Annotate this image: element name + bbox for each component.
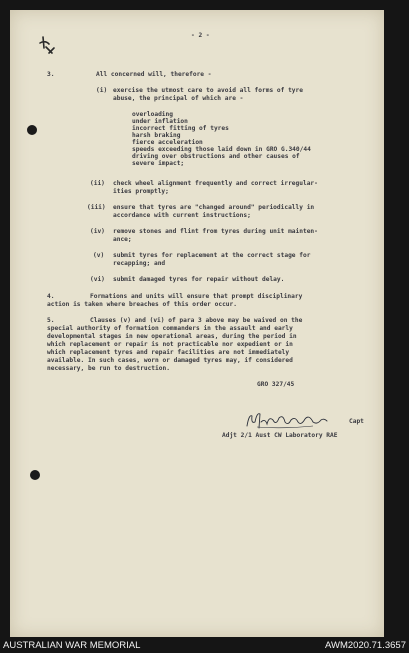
item-ii-line: ities promptly;: [113, 188, 169, 195]
item-iii-number: (iii): [87, 204, 106, 211]
abuse-list-item: driving over obstructions and other causes of: [132, 153, 300, 160]
handwritten-annotation: [37, 34, 57, 58]
item-i-line: exercise the utmost care to avoid all forms of tyre: [113, 87, 303, 94]
para-4-line: Formations and units will ensure that prompt disciplinary: [90, 293, 303, 300]
abuse-list-item: speeds exceeding those laid down in GRO G.340/44: [132, 146, 311, 153]
archive-footer: [0, 638, 409, 653]
abuse-list-item: harsh braking: [132, 132, 181, 139]
punch-hole: [30, 470, 40, 480]
abuse-list-item: severe impact;: [132, 160, 185, 167]
item-ii-number: (ii): [90, 180, 105, 187]
signatory-appointment: Adjt 2/1 Aust CW Laboratory RAE: [222, 432, 338, 439]
page-number: - 2 -: [191, 32, 210, 39]
abuse-list-item: incorrect fitting of tyres: [132, 125, 229, 132]
item-iv-line: remove stones and flint from tyres during unit mainten-: [113, 228, 318, 235]
archive-name: AUSTRALIAN WAR MEMORIAL: [3, 640, 141, 651]
para-5-line: special authority of formation commanders in the assault and early: [47, 325, 293, 332]
item-i-number: (i): [96, 87, 108, 94]
para-5-line: developmental stages in new operational areas, during the period in: [47, 333, 297, 340]
punch-hole: [27, 125, 37, 135]
archive-reference: AWM2020.71.3657: [325, 640, 406, 651]
para-4-line: action is taken where breaches of this order occur.: [47, 301, 237, 308]
order-reference: GRO 327/45: [257, 381, 295, 388]
para-5-line: Clauses (v) and (vi) of para 3 above may be waived on the: [90, 317, 303, 324]
para-3-number: 3.: [47, 71, 55, 78]
abuse-list-item: overloading: [132, 111, 173, 118]
handwritten-signature: [243, 408, 343, 434]
item-v-line: recapping; and: [113, 260, 166, 267]
para-5-number: 5.: [47, 317, 55, 324]
document-page: [10, 10, 384, 637]
item-iii-line: accordance with current instructions;: [113, 212, 251, 219]
para-3-intro: All concerned will, therefore -: [96, 71, 212, 78]
item-v-number: (v): [93, 252, 105, 259]
item-iii-line: ensure that tyres are "changed around" periodically in: [113, 204, 315, 211]
abuse-list-item: fierce acceleration: [132, 139, 203, 146]
item-iv-number: (iv): [90, 228, 105, 235]
item-iv-line: ance;: [113, 236, 132, 243]
para-5-line: available. In such cases, worn or damaged tyres may, if considered: [47, 357, 293, 364]
para-5-line: which replacement tyres and repair facilities are not immediately: [47, 349, 290, 356]
item-vi-line: submit damaged tyres for repair without delay.: [113, 276, 285, 283]
item-ii-line: check wheel alignment frequently and correct irregular-: [113, 180, 318, 187]
para-4-number: 4.: [47, 293, 55, 300]
item-v-line: submit tyres for replacement at the correct stage for: [113, 252, 311, 259]
para-5-line: necessary, be run to destruction.: [47, 365, 170, 372]
para-5-line: which replacement or repair is not practicable nor expedient or in: [47, 341, 293, 348]
item-vi-number: (vi): [90, 276, 105, 283]
abuse-list-item: under inflation: [132, 118, 188, 125]
item-i-line: abuse, the principal of which are -: [113, 95, 244, 102]
signatory-rank: Capt: [349, 418, 364, 425]
